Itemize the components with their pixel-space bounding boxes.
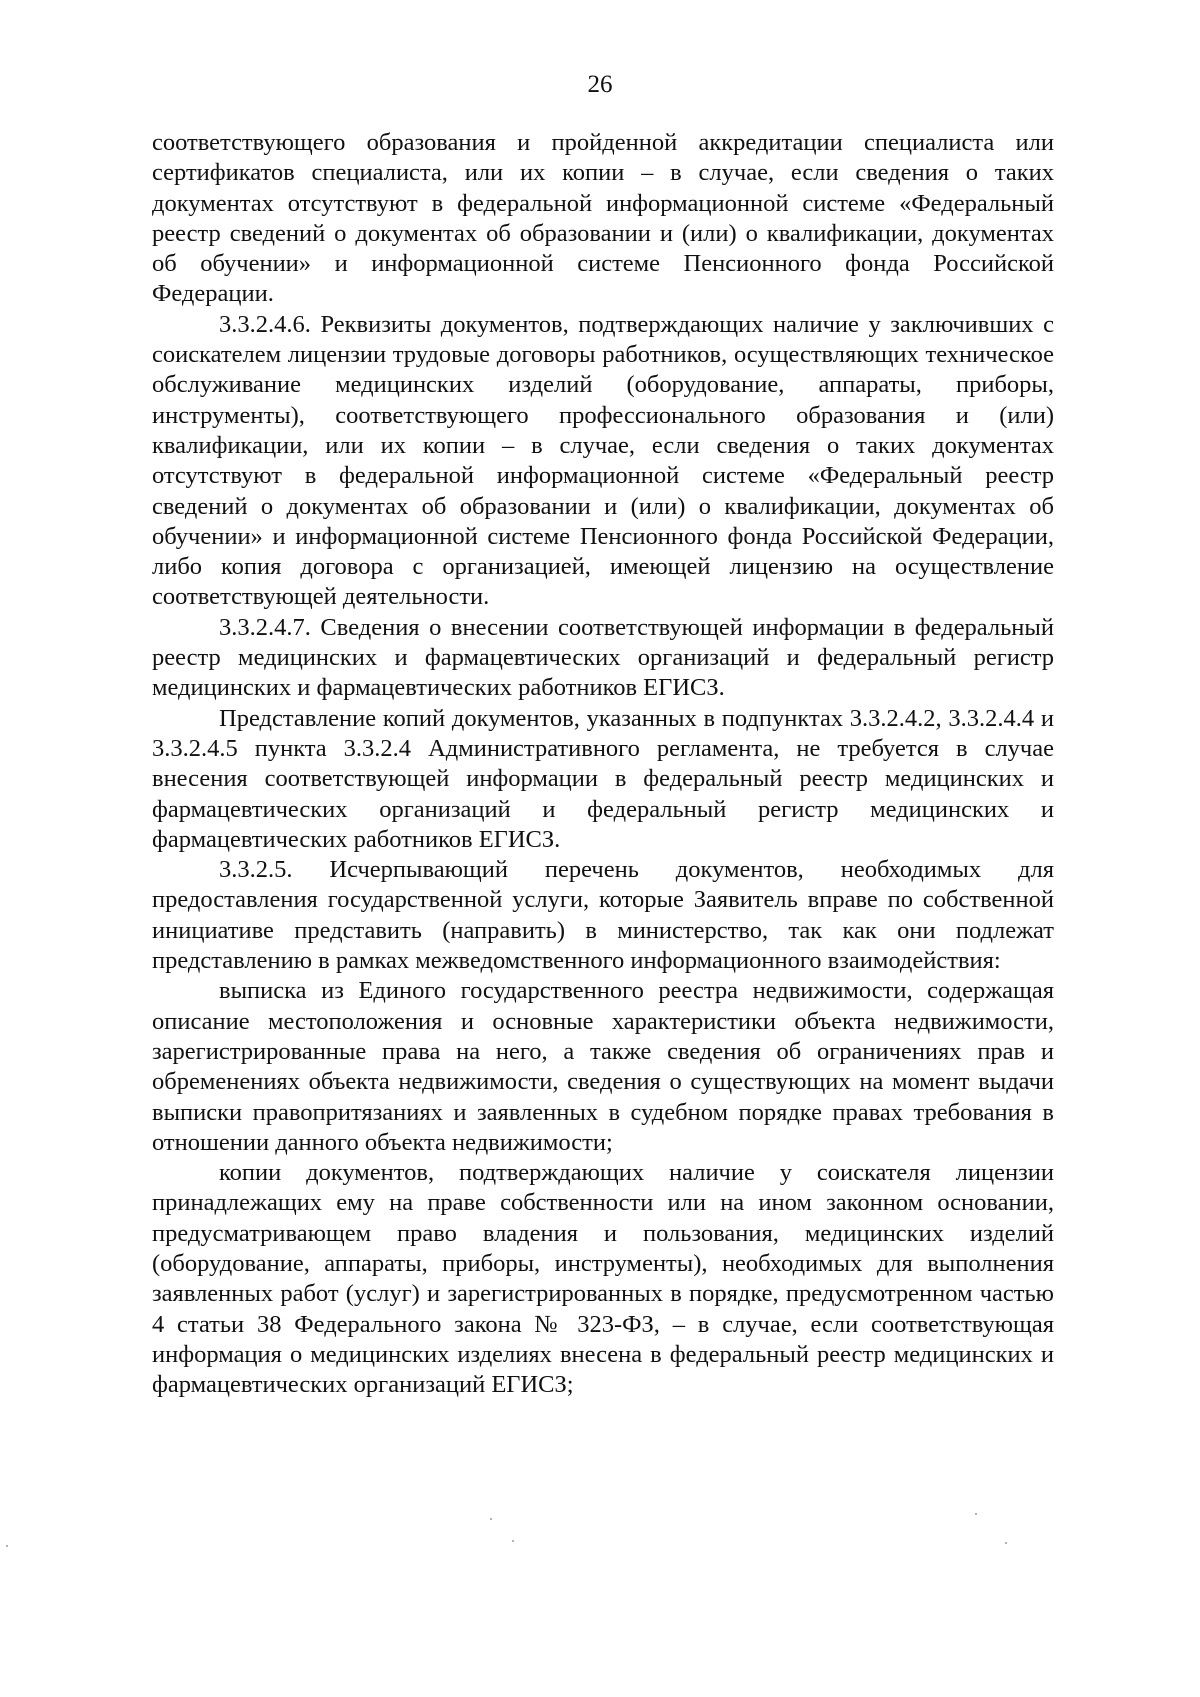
paragraph-1: соответствующего образования и пройденной аккредитации специалиста или сертификатов специалиста, или их копии – в случае, если сведения о таких документах отсутствуют в федеральной информационной системе «Федеральный реестр сведений о документах об образовании и (или) о квалификации, документах об обучении» и информационной системе Пенсионного фонда Российской Федерации. xyxy=(152,129,1054,308)
paragraph-equipment-copies: копии документов, подтверждающих наличие у соискателя лицензии принадлежащих ему на праве собственности или на ином законном основании, предусматривающем право владения и пользования, медицинских изделий (оборудование, аппараты, приборы, инструменты), необходимых для выполнения заявленных работ (услуг) и зарегистрированных в порядке, предусмотренном частью 4 статьи 38 Федерального закона № 323-ФЗ, – в случае, если соответствующая информация о медицинских изделиях внесена в федеральный реестр медицинских и фармацевтических организаций ЕГИСЗ; xyxy=(152,1159,1054,1399)
paragraph-3-3-2-4-6: 3.3.2.4.6. Реквизиты документов, подтверждающих наличие у заключивших с соискателем лицензии трудовые договоры работников, осуществляющих техническое обслуживание медицинских изделий (оборудование, аппараты, приборы, инструменты), соответствующего профессионального образования и (или) квалификации, или их копии – в случае, если сведения о таких документах отсутствуют в федеральной информационной системе «Федеральный реестр сведений о документах об образовании и (или) о квалификации, документах об обучении» и информационной системе Пенсионного фонда Российской Федерации, либо копия договора с организацией, имеющей лицензию на осуществление соответствующей деятельности. xyxy=(152,310,1054,611)
paragraph-3-3-2-5: 3.3.2.5. Исчерпывающий перечень документов, необходимых для предоставления государственной услуги, которые Заявитель вправе по собственной инициативе представить (направить) в министерство, так как они подлежат представлению в рамках межведомственного информационного взаимодействия: xyxy=(152,856,1054,975)
paragraph-3-3-2-4-7: 3.3.2.4.7. Сведения о внесении соответствующей информации в федеральный реестр медицинских и фармацевтических организаций и федеральный регистр медицинских и фармацевтических работников ЕГИСЗ. xyxy=(152,613,1054,702)
page-number: 26 xyxy=(587,71,613,98)
scan-speck xyxy=(512,1540,514,1542)
paragraph-egrn-extract: выписка из Единого государственного реестра недвижимости, содержащая описание местоположения и основные характеристики объекта недвижимости, зарегистрированные права на него, а также сведения об ограничениях прав и обременениях объекта недвижимости, сведения о существующих на момент выдачи выписки правопритязаниях и заявленных в судебном порядке правах требования в отношении данного объекта недвижимости; xyxy=(152,977,1054,1156)
scan-speck xyxy=(975,1513,977,1515)
scan-speck xyxy=(490,1518,492,1520)
scan-speck xyxy=(6,1545,8,1547)
scan-speck xyxy=(1005,1542,1007,1544)
document-body xyxy=(152,128,1054,1400)
paragraph-copies-note: Представление копий документов, указанных в подпунктах 3.3.2.4.2, 3.3.2.4.4 и 3.3.2.4.5 пункта 3.3.2.4 Административного регламента, не требуется в случае внесения соответствующей информации в федеральный реестр медицинских и фармацевтических организаций и федеральный регистр медицинских и фармацевтических работников ЕГИСЗ. xyxy=(152,704,1054,853)
